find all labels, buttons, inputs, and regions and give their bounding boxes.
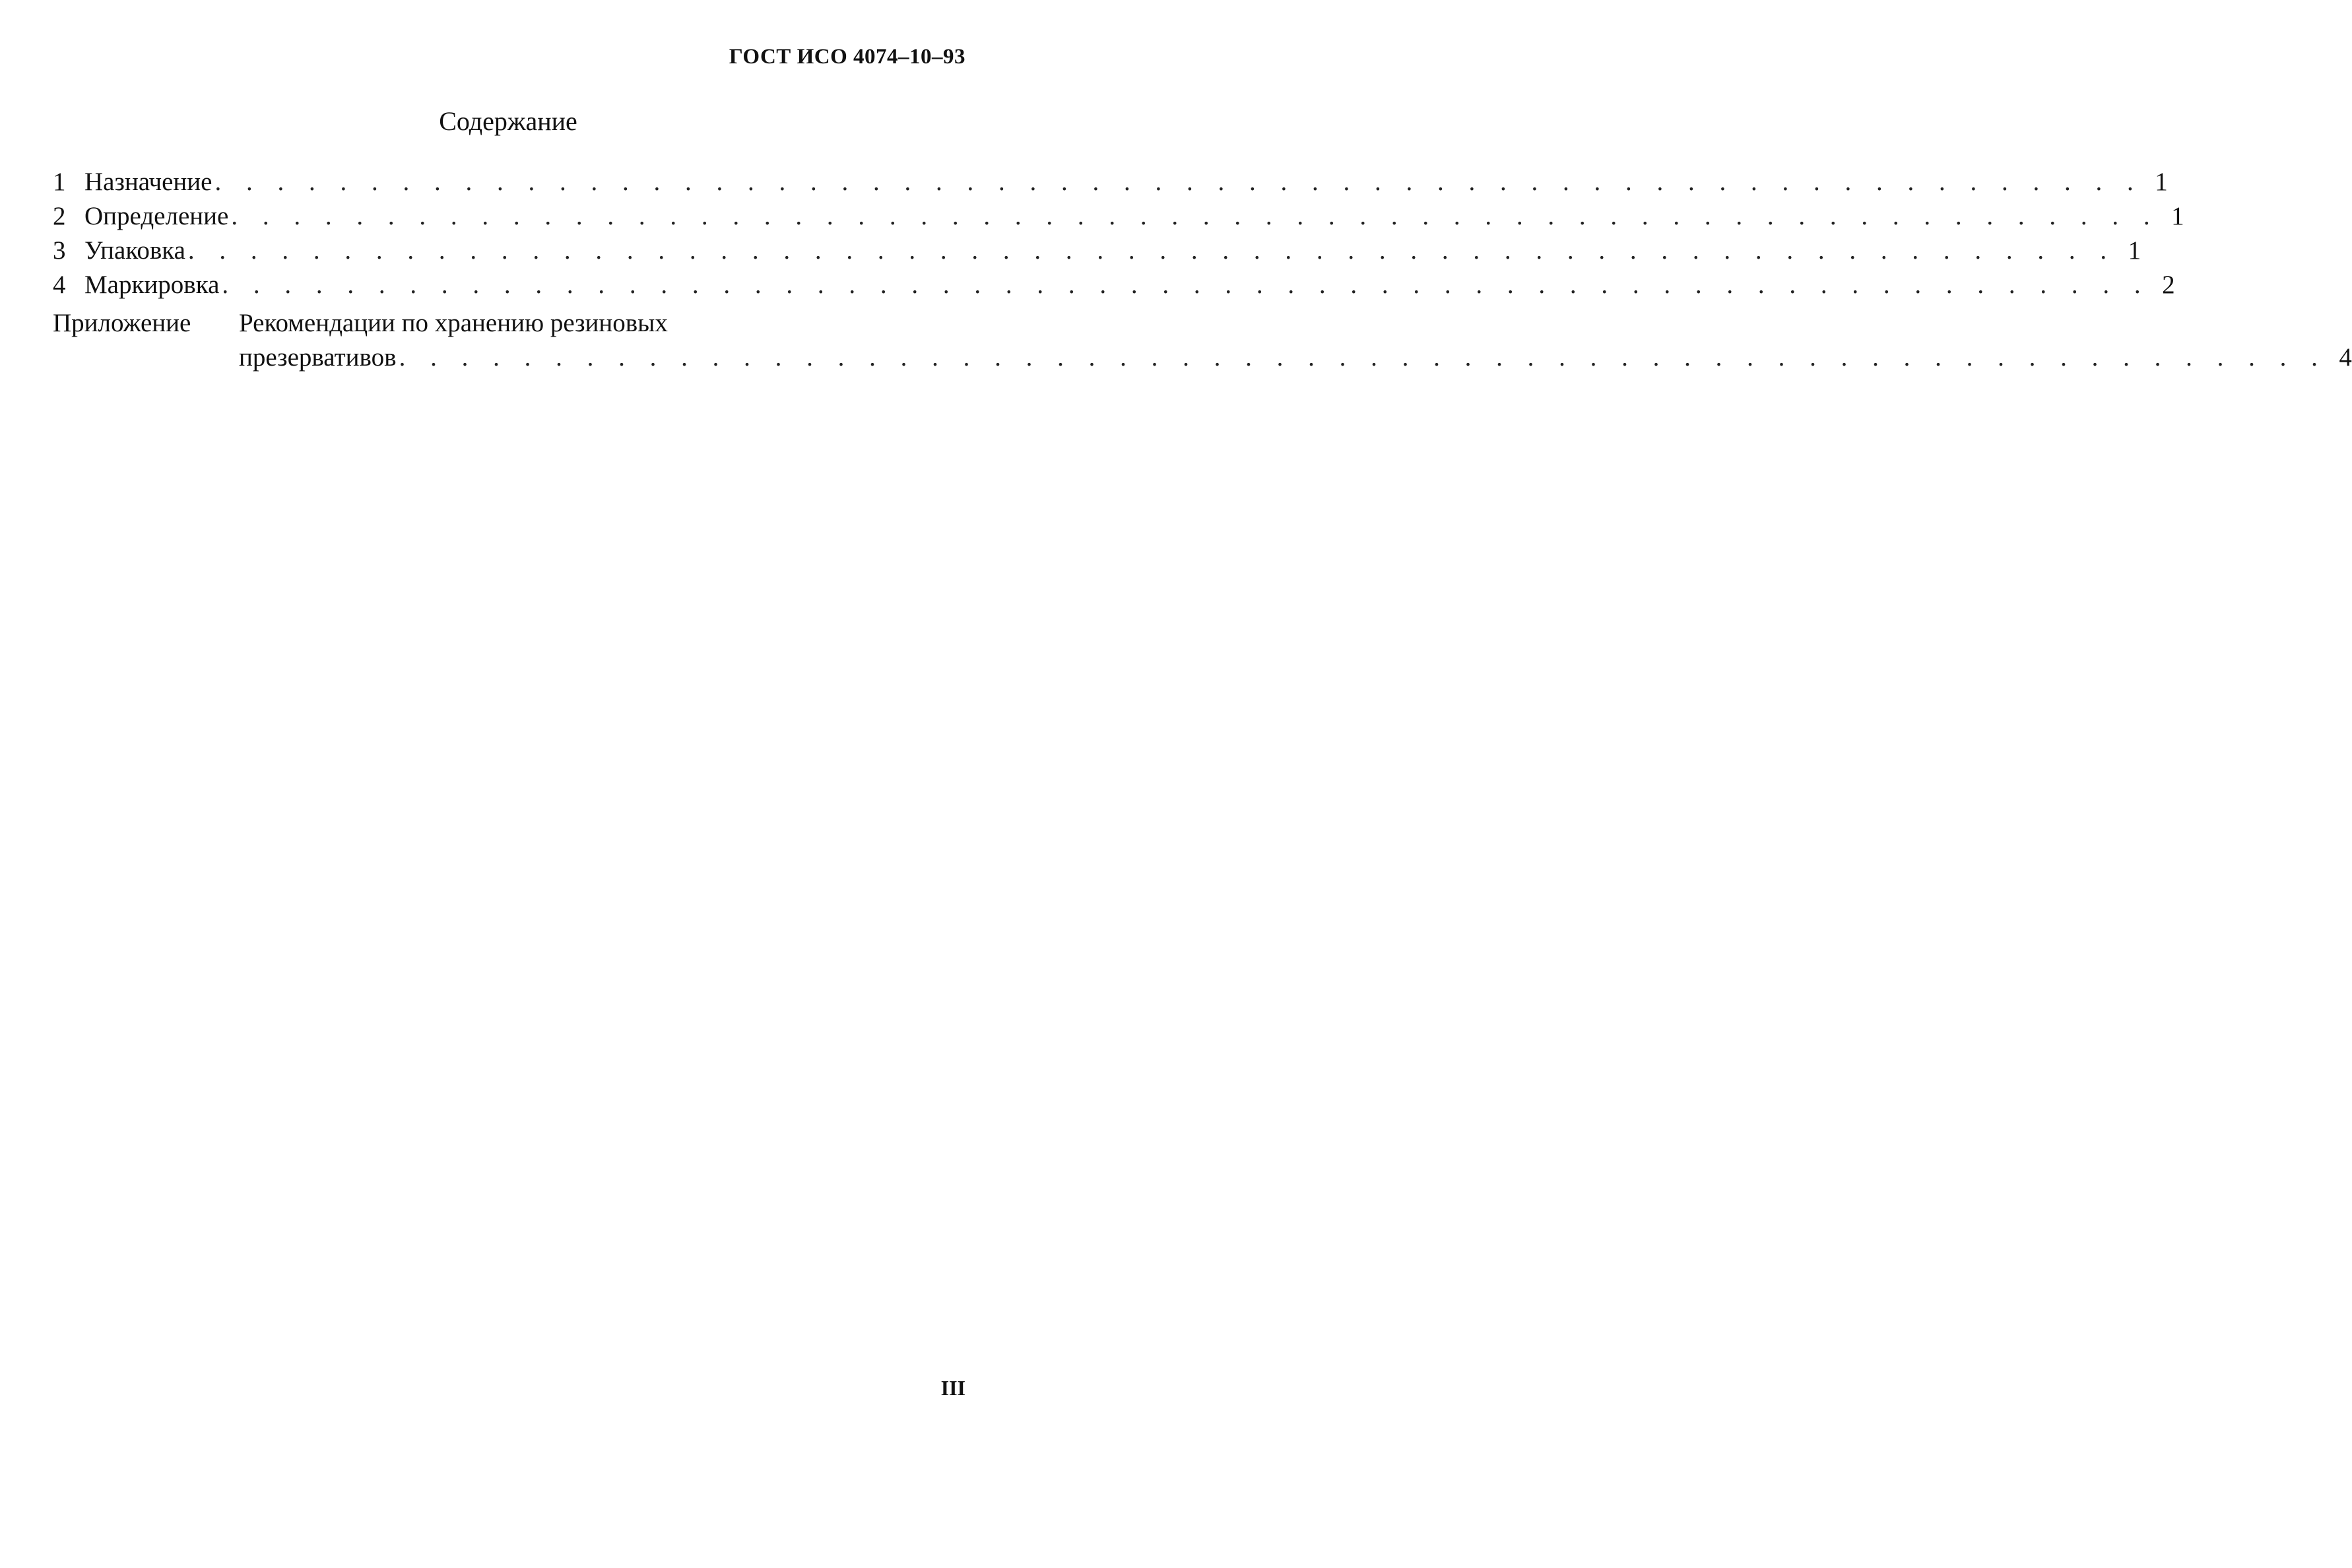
page-number: III <box>940 1376 965 1400</box>
toc-entry-label: Маркировка <box>84 271 220 299</box>
appendix-label: Приложение <box>53 309 191 337</box>
appendix-first-line <box>53 306 969 341</box>
toc-leader-dots: . . . . . . . . . . . . . . . . . . . . . . . . . . . . . . . . . . . . . . . . . . . . . . . . . . . . . . . . . . . . . . <box>399 343 2327 372</box>
toc-entry-number: 2 <box>53 202 66 230</box>
toc-entry-appendix[interactable] <box>53 306 2352 375</box>
toc-entry-number: 1 <box>53 168 66 196</box>
toc-entry-number: 3 <box>53 236 66 265</box>
toc-entry-3[interactable] <box>53 234 2141 268</box>
document-id: ГОСТ ИСО 4074–10–93 <box>729 45 965 69</box>
toc-entry-page: 1 <box>2128 236 2141 265</box>
toc-entry-page: 1 <box>2171 202 2184 230</box>
toc-entry-page: 1 <box>2155 168 2168 196</box>
toc-entry-page: 4 <box>2339 343 2352 372</box>
toc-leader-dots: . . . . . . . . . . . . . . . . . . . . . . . . . . . . . . . . . . . . . . . . . . . . . . . . . . . . . . . . . . . . . . <box>187 236 2116 265</box>
appendix-title-line2: презервативов <box>239 343 397 372</box>
appendix-second-line <box>53 341 2352 375</box>
appendix-title-line1: Рекомендации по хранению резиновых <box>239 309 668 337</box>
toc-entry-2[interactable] <box>53 199 2184 234</box>
toc-leader-dots: . . . . . . . . . . . . . . . . . . . . . . . . . . . . . . . . . . . . . . . . . . . . . . . . . . . . . . . . . . . . . . <box>222 271 2150 299</box>
toc-entry-number: 4 <box>53 271 66 299</box>
table-of-contents <box>53 165 2352 375</box>
toc-entry-page: 2 <box>2162 271 2175 299</box>
toc-entry-label: Назначение <box>84 168 212 196</box>
toc-entry-1[interactable] <box>53 165 2168 199</box>
toc-entry-4[interactable] <box>53 268 2175 302</box>
toc-leader-dots: . . . . . . . . . . . . . . . . . . . . . . . . . . . . . . . . . . . . . . . . . . . . . . . . . . . . . . . . . . . . . . <box>214 168 2143 196</box>
toc-entry-label: Определение <box>84 202 229 230</box>
toc-leader-dots: . . . . . . . . . . . . . . . . . . . . . . . . . . . . . . . . . . . . . . . . . . . . . . . . . . . . . . . . . . . . . . <box>231 202 2159 230</box>
toc-title: Содержание <box>439 106 577 136</box>
toc-entry-label: Упаковка <box>84 236 185 265</box>
